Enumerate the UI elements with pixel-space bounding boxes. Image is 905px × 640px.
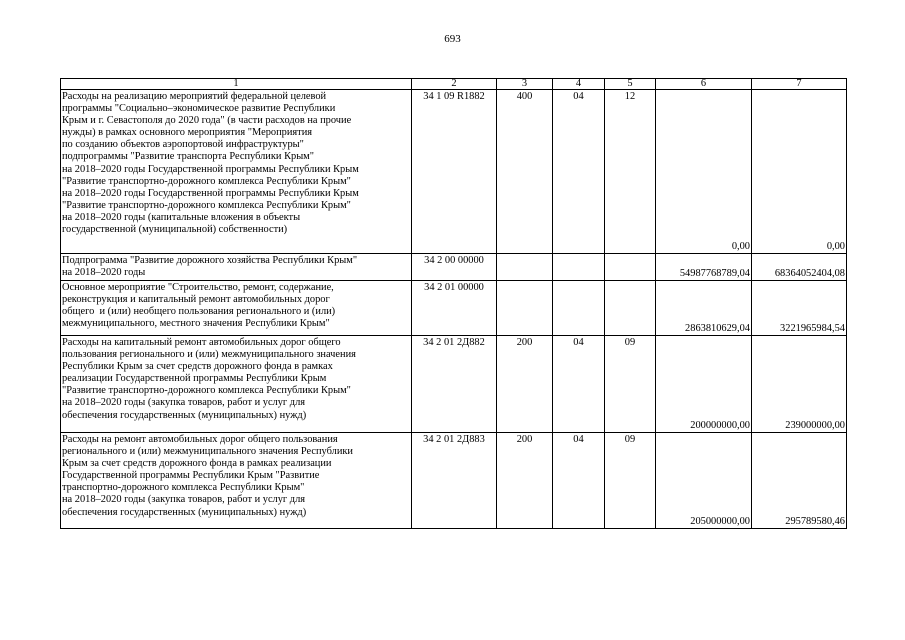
- row-amount-col7: 239000000,00: [752, 336, 847, 433]
- row-code: 34 2 00 00000: [412, 254, 497, 281]
- row-col5: 09: [605, 433, 656, 529]
- table-row: [61, 90, 847, 254]
- row-col5: [605, 254, 656, 281]
- row-col5: [605, 281, 656, 336]
- header-cell-6: 6: [656, 79, 752, 90]
- row-amount-col6: 205000000,00: [656, 433, 752, 529]
- row-description: Расходы на капитальный ремонт автомобильных дорог общего пользования регионального и (или) межмуниципального значения Республики Крым за счет средств дорожного фонда в рамках реализации Государственной программы Республики Крым "Развитие транспортно-дорожного комплекса Республики Крым" на 2018–2020 годы (закупка товаров, работ и услуг для обеспечения государственных (муниципальных) нужд): [61, 336, 412, 433]
- row-code: 34 2 01 2Д882: [412, 336, 497, 433]
- row-col3: [497, 281, 553, 336]
- header-cell-4: 4: [553, 79, 605, 90]
- header-cell-3: 3: [497, 79, 553, 90]
- row-amount-col7: 3221965984,54: [752, 281, 847, 336]
- row-col5: 09: [605, 336, 656, 433]
- row-description: Основное мероприятие "Строительство, ремонт, содержание, реконструкция и капитальный ремонт автомобильных дорог общего и (или) необщего пользования регионального и (или) межмуниципального, местного значения Республики Крым": [61, 281, 412, 336]
- row-description: Расходы на реализацию мероприятий федеральной целевой программы "Социально–экономическое развитие Республики Крым и г. Севастополя до 2020 года" (в части расходов на прочие нужды) в рамках основного мероприятия "Мероприятия по созданию объектов аэропортовой инфраструктуры" подпрограммы "Развитие транспорта Республики Крым" на 2018–2020 годы Государственной программы Республики Крым "Развитие транспортно-дорожного комплекса Республики Крым" на 2018–2020 годы Государственной программы Республики Крым "Развитие транспортно-дорожного комплекса Республики Крым" на 2018–2020 годы (капитальные вложения в объекты государственной (муниципальной) собственности): [61, 90, 412, 254]
- row-col4: 04: [553, 336, 605, 433]
- row-amount-col7: 295789580,46: [752, 433, 847, 529]
- header-cell-1: 1: [61, 79, 412, 90]
- header-cell-7: 7: [752, 79, 847, 90]
- row-col3: 400: [497, 90, 553, 254]
- row-col4: [553, 281, 605, 336]
- table-row: [61, 336, 847, 433]
- row-code: 34 1 09 R1882: [412, 90, 497, 254]
- page-number: 693: [444, 33, 461, 45]
- row-col3: 200: [497, 433, 553, 529]
- row-amount-col6: 54987768789,04: [656, 254, 752, 281]
- row-amount-col6: 200000000,00: [656, 336, 752, 433]
- row-col4: 04: [553, 90, 605, 254]
- row-col3: 200: [497, 336, 553, 433]
- row-amount-col6: 2863810629,04: [656, 281, 752, 336]
- header-cell-5: 5: [605, 79, 656, 90]
- table-row: [61, 254, 847, 281]
- row-description: Подпрограмма "Развитие дорожного хозяйства Республики Крым" на 2018–2020 годы: [61, 254, 412, 281]
- row-col4: 04: [553, 433, 605, 529]
- row-col4: [553, 254, 605, 281]
- header-cell-2: 2: [412, 79, 497, 90]
- row-amount-col7: 0,00: [752, 90, 847, 254]
- row-amount-col7: 68364052404,08: [752, 254, 847, 281]
- row-code: 34 2 01 2Д883: [412, 433, 497, 529]
- table-row: [61, 281, 847, 336]
- table-row: [61, 433, 847, 529]
- row-col3: [497, 254, 553, 281]
- row-amount-col6: 0,00: [656, 90, 752, 254]
- budget-table: [60, 78, 847, 529]
- row-description: Расходы на ремонт автомобильных дорог общего пользования регионального и (или) межмуниципального значения Республики Крым за счет средств дорожного фонда в рамках реализации Государственной программы Республики Крым "Развитие транспортно-дорожного комплекса Республики Крым" на 2018–2020 годы (закупка товаров, работ и услуг для обеспечения государственных (муниципальных) нужд): [61, 433, 412, 529]
- header-row: [61, 79, 847, 90]
- row-col5: 12: [605, 90, 656, 254]
- row-code: 34 2 01 00000: [412, 281, 497, 336]
